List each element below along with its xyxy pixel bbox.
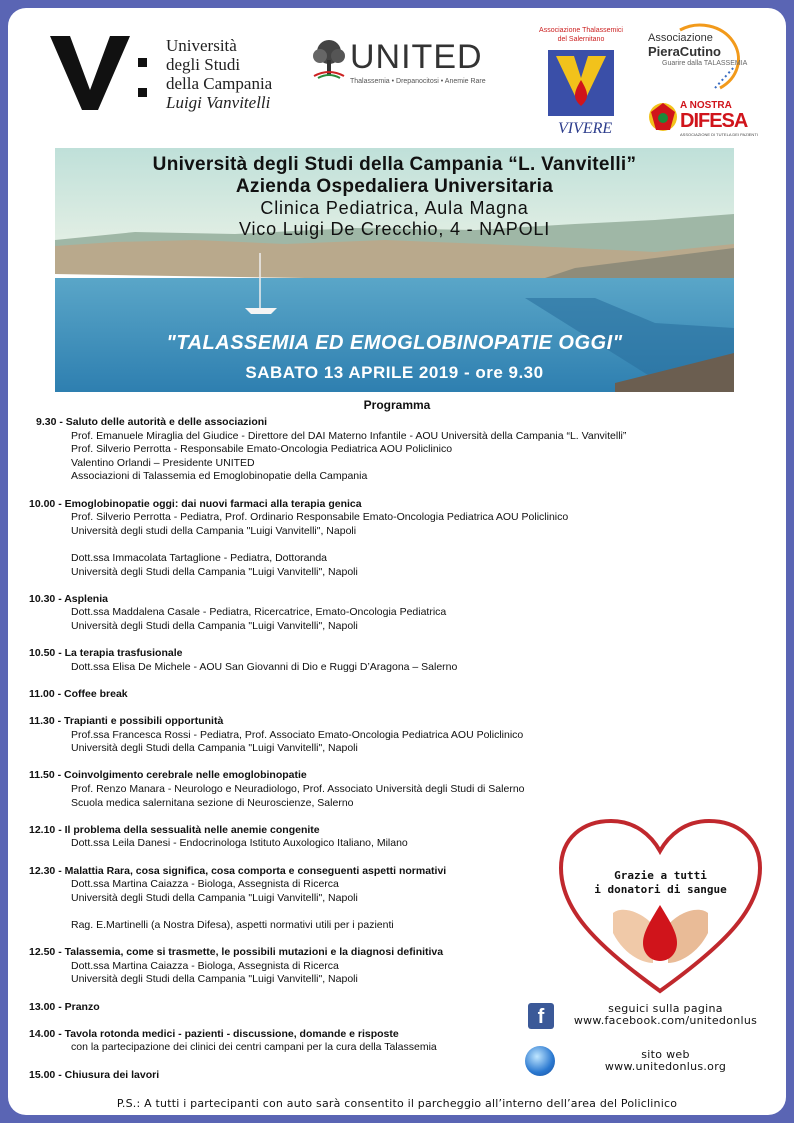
united-tagline: Thalassemia • Drepanocitosi • Anemie Rare (350, 78, 486, 85)
program-entry-title: 10.50 - La terapia trasfusionale (29, 647, 183, 660)
vivere-association-text: Associazione Thalassemici del Salernitano (539, 27, 623, 43)
vivere-word: VIVERE (558, 120, 613, 137)
program-entry-line: Università degli Studi della Campania "Luigi Vanvitelli", Napoli (71, 742, 358, 755)
banner-address: Vico Luigi De Crecchio, 4 - NAPOLI (239, 219, 550, 239)
heart-icon (553, 813, 768, 998)
program-entry-line: Dott.ssa Maddalena Casale - Pediatra, Ricercatrice, Emato-Oncologia Pediatrica (71, 606, 447, 619)
event-date: SABATO 13 APRILE 2019 - ore 9.30 (245, 363, 544, 382)
banner-hospital: Azienda Ospedaliera Universitaria (235, 176, 554, 197)
program-entry-line: Prof.ssa Francesca Rossi - Pediatra, Prof. Associato Emato-Oncologia Pediatrica AOU Policlinico (71, 728, 524, 741)
difesa-line2: DIFESA (680, 110, 748, 132)
donors-heart (553, 813, 768, 998)
vanvitelli-text (166, 36, 272, 112)
facebook-label: seguici sulla pagina (608, 1002, 723, 1015)
website-globe-icon[interactable] (525, 1046, 555, 1076)
heart-text-line1: Grazie a tutti (614, 869, 707, 882)
program-entry-line: Prof. Emanuele Miraglia del Giudice - Direttore del DAI Materno Infantile - AOU Università della Campania “L. Vanvitelli” (71, 429, 627, 442)
program-entry-line: Università degli studi della Campania "Luigi Vanvitelli", Napoli (71, 524, 357, 537)
program-entry-line: Università degli Studi della Campania "Luigi Vanvitelli", Napoli (71, 891, 358, 904)
program-entry (29, 416, 749, 484)
program-entry-title: 10.30 - Asplenia (29, 592, 108, 605)
program-entry-title: 12.50 - Talassemia, come si trasmette, le possibili mutazioni e la diagnosi definitiva (29, 946, 444, 959)
program-entry-title: 14.00 - Tavola rotonda medici - pazienti - discussione, domande e risposte (29, 1027, 399, 1040)
vivere-mark-icon (546, 48, 616, 120)
website-url-link[interactable]: www.unitedonlus.org (604, 1060, 727, 1073)
program-entry-line: Dott.ssa Martina Caiazza - Biologa, Assegnista di Ricerca (71, 959, 339, 972)
piera-line1: Associazione (648, 32, 713, 44)
program-entry (29, 715, 749, 756)
difesa-emblem-icon (648, 100, 678, 134)
banner-venue: Clinica Pediatrica, Aula Magna (260, 198, 529, 218)
program-entry-line: Associazioni di Talassemia ed Emoglobinopatie della Campania (71, 470, 368, 483)
program-entry-title: 11.50 - Coinvolgimento cerebrale nelle emoglobinopatie (29, 769, 307, 782)
program-entry (29, 688, 749, 702)
program-entry-line: Dott.ssa Leila Danesi - Endocrinologa Istituto Auxologico Italiano, Milano (71, 837, 408, 850)
program-entry-line: Prof. Silverio Perrotta - Pediatra, Prof. Ordinario Responsabile Emato-Oncologia Pediatrica AOU Policlinico (71, 511, 569, 524)
program-entry-line: Scuola medica salernitana sezione di Neuroscienze, Salerno (71, 796, 354, 809)
vanvitelli-line4: Luigi Vanvitelli (166, 93, 271, 112)
vanvitelli-line3: della Campania (166, 74, 273, 93)
facebook-url-link[interactable]: www.facebook.com/unitedonlus (573, 1014, 758, 1027)
program-entry-title: 9.30 - Saluto delle autorità e delle associazioni (36, 416, 268, 428)
program-entry (29, 769, 749, 810)
program-entry (29, 498, 749, 580)
v-mark-icon (48, 28, 158, 118)
program-entry-spacer (29, 538, 749, 552)
banner-university: Università degli Studi della Campania “L. Vanvitelli” (152, 154, 637, 175)
program-entry-title: 12.10 - Il problema della sessualità nelle anemie congenite (29, 823, 320, 836)
vanvitelli-line1: Università (166, 36, 237, 55)
program-entry-line: Dott.ssa Martina Caiazza - Biologa, Assegnista di Ricerca (71, 878, 339, 891)
difesa-line1: A NOSTRA (680, 100, 732, 111)
program-entry-title: 11.30 - Trapianti e possibili opportunità (29, 715, 224, 728)
flyer-page (8, 8, 786, 1115)
united-word: UNITED (350, 38, 483, 76)
program-entry-line: Valentino Orlandi – Presidente UNITED (71, 456, 255, 469)
tree-icon (310, 38, 348, 80)
heart-text-line2: i donatori di sangue (594, 883, 727, 896)
facebook-icon[interactable]: f (528, 1003, 554, 1029)
vanvitelli-line2: degli Studi (166, 55, 241, 74)
program-entry-title: 12.30 - Malattia Rara, cosa significa, cosa comporta e conseguenti aspetti normativi (29, 864, 447, 877)
program-entry-line: Dott.ssa Immacolata Tartaglione - Pediatra, Dottoranda (71, 551, 328, 564)
program-entry-title: 11.00 - Coffee break (29, 687, 128, 700)
program-entry-line: Università degli Studi della Campania "Luigi Vanvitelli", Napoli (71, 973, 358, 986)
program-entry-line: con la partecipazione dei clinici dei centri campani per la cura della Talassemia (71, 1041, 437, 1054)
event-banner (55, 148, 734, 392)
program-entry-title: 15.00 - Chiusura dei lavori (29, 1068, 160, 1081)
program-entry (29, 647, 749, 674)
difesa-line3: ASSOCIAZIONE DI TUTELA DEI PAZIENTI (680, 132, 758, 137)
logo-vanvitelli (48, 28, 298, 118)
logo-united (310, 38, 510, 88)
program-entry-line: Università degli Studi della Campania "Luigi Vanvitelli", Napoli (71, 619, 358, 632)
piera-line2: PieraCutino (648, 44, 721, 59)
program-entry-line: Università degli Studi della Campania "Luigi Vanvitelli", Napoli (71, 565, 358, 578)
facebook-info[interactable] (558, 1003, 773, 1027)
program-entry-line: Dott.ssa Elisa De Michele - AOU San Giovanni di Dio e Ruggi D’Aragona – Salerno (71, 660, 458, 673)
program-entry-title: 10.00 - Emoglobinopatie oggi: dai nuovi farmaci alla terapia genica (29, 497, 362, 510)
program-entry-line: Rag. E.Martinelli (a Nostra Difesa), aspetti normativi utili per i pazienti (71, 918, 394, 931)
program-entry-line: Prof. Renzo Manara - Neurologo e Neuradiologo, Prof. Associato Università degli Studi di Salerno (71, 783, 525, 796)
logo-piera-cutino (640, 18, 770, 93)
program-heading: Programma (363, 398, 431, 412)
logo-vivere (536, 26, 626, 146)
event-title: "TALASSEMIA ED EMOGLOBINOPATIE OGGI" (166, 332, 623, 354)
program-entry-line: Prof. Silverio Perrotta - Responsabile Emato-Oncologia Pediatrica AOU Policlinico (71, 443, 453, 456)
website-label: sito web (641, 1048, 690, 1061)
parking-note: P.S.: A tutti i partecipanti con auto sarà consentito il parcheggio all’interno dell’area del Policlinico (116, 1097, 678, 1110)
website-info[interactable] (558, 1049, 773, 1073)
logo-a-nostra-difesa (648, 98, 773, 138)
program-entry-title: 13.00 - Pranzo (29, 1000, 100, 1013)
piera-line3: Guarire dalla TALASSEMIA (662, 60, 748, 67)
program-entry (29, 593, 749, 634)
